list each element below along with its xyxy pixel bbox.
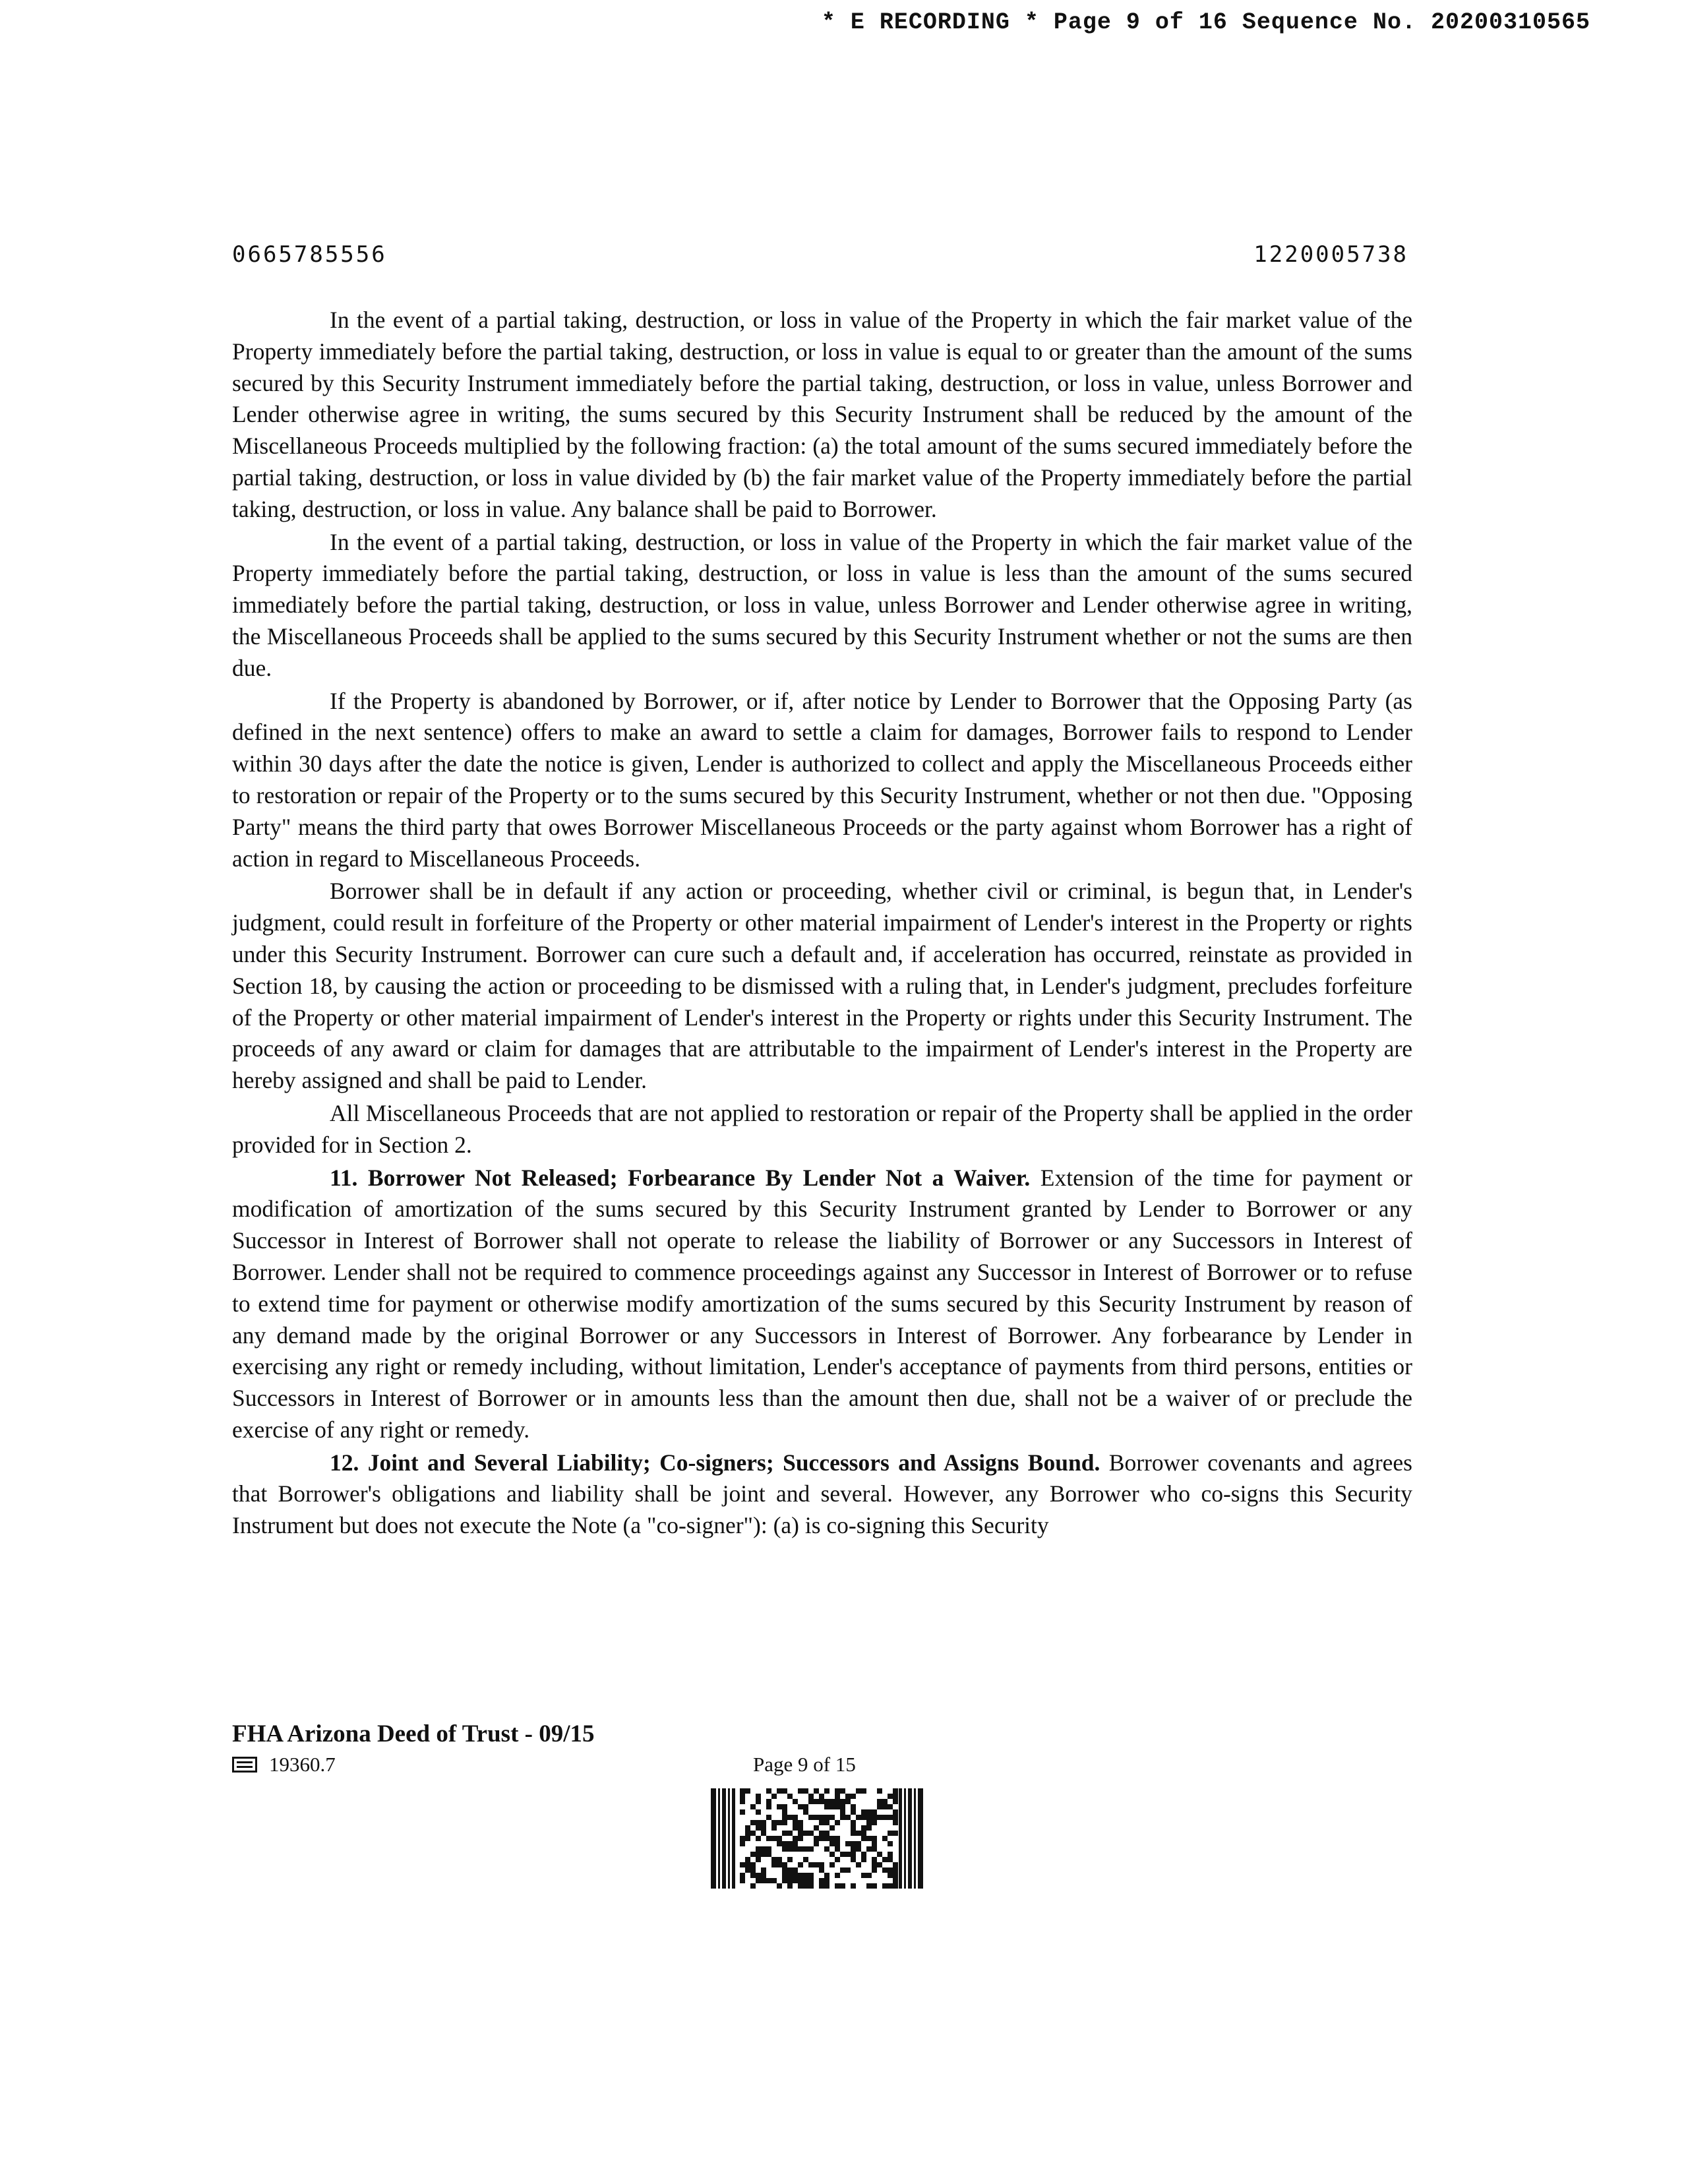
page-number: Page 9 of 15 [753,1753,856,1776]
section-12: 12. Joint and Several Liability; Co-signers; Successors and Assigns Bound. Borrower covenants and agrees that Borrower's obligations and liability shall be joint and several. However, any Borrower who co-signs this Security Instrument but does not execute the Note (a "co-signer"): (a) is co-signing this Security [232,1449,1412,1539]
section-12-title: 12. Joint and Several Liability; Co-signers; Successors and Assigns Bound. [330,1449,1100,1476]
paragraph-partial-taking-equal: In the event of a partial taking, destruction, or loss in value of the Property in which the fair market value of the Property immediately before the partial taking, destruction, or loss in value is equal to or greater than the amount of the sums secured by this Security Instrument immediately before the partial taking, destruction, or loss in value, unless Borrower and Lender otherwise agree in writing, the sums secured by this Security Instrument shall be reduced by the amount of the Miscellaneous Proceeds multiplied by the following fraction: (a) the total amount of the sums secured immediately before the partial taking, destruction, or loss in value divided by (b) the fair market value of the Property immediately before the partial taking, destruction, or loss in value. Any balance shall be paid to Borrower. [232,307,1412,522]
paragraph-default-proceeding: Borrower shall be in default if any action or proceeding, whether civil or criminal, is begun that, in Lender's judgment, could result in forfeiture of the Property or other material impairment of Lender's interest in the Property or rights under this Security Instrument. Borrower can cure such a default and, if acceleration has occurred, reinstate as provided in Section 18, by causing the action or proceeding to be dismissed with a ruling that, in Lender's judgment, precludes forfeiture of the Property or other material impairment of Lender's interest in the Property or rights under this Security Instrument. The proceeds of any award or claim for damages that are attributable to the impairment of Lender's interest in the Property are hereby assigned and shall be paid to Lender. [232,878,1412,1094]
section-11-title: 11. Borrower Not Released; Forbearance By Lender Not a Waiver. [330,1164,1031,1191]
section-11: 11. Borrower Not Released; Forbearance By Lender Not a Waiver. Extension of the time for payment or modification of amortization of the sums secured by this Security Instrument granted by Lender to Borrower or any Successor in Interest of Borrower shall not operate to release the liability of Borrower or any Successors in Interest of Borrower. Lender shall not be required to commence proceedings against any Successor in Interest of Borrower or to refuse to extend time for payment or otherwise modify amortization of the sums secured by this Security Instrument by reason of any demand made by the original Borrower or any Successors in Interest of Borrower. Any forbearance by Lender in exercising any right or remedy including, without limitation, Lender's acceptance of payments from third persons, entities or Successors in Interest of Borrower or in amounts less than the amount then due, shall not be a waiver of or preclude the exercise of any right or remedy. [232,1164,1412,1443]
loan-number-right: 1220005738 [1253,241,1408,268]
paragraph-partial-taking-less: In the event of a partial taking, destruction, or loss in value of the Property in which the fair market value of the Property immediately before the partial taking, destruction, or loss in value is less than the amount of the sums secured immediately before the partial taking, destruction, or loss in value, unless Borrower and Lender otherwise agree in writing, the Miscellaneous Proceeds shall be applied to the sums secured by this Security Instrument whether or not the sums are then due. [232,528,1412,681]
paragraph-misc-proceeds: All Miscellaneous Proceeds that are not applied to restoration or repair of the Property shall be applied in the order provided for in Section 2. [232,1099,1412,1158]
form-code-number: 19360.7 [269,1753,336,1776]
barcode-icon [711,1788,923,1889]
form-title: FHA Arizona Deed of Trust - 09/15 [232,1720,595,1747]
loan-number-left: 0665785556 [232,241,387,268]
ex-logo-icon [232,1757,257,1773]
document-body [232,305,1412,1543]
recording-header: * E RECORDING * Page 9 of 16 Sequence No. 20200310565 [821,9,1590,36]
form-code [232,1753,336,1776]
paragraph-abandoned-property: If the Property is abandoned by Borrower, or if, after notice by Lender to Borrower that the Opposing Party (as defined in the next sentence) offers to make an award to settle a claim for damages, Borrower fails to respond to Lender within 30 days after the date the notice is given, Lender is authorized to collect and apply the Miscellaneous Proceeds either to restoration or repair of the Property or to the sums secured by this Security Instrument, whether or not then due. "Opposing Party" means the third party that owes Borrower Miscellaneous Proceeds or the party against whom Borrower has a right of action in regard to Miscellaneous Proceeds. [232,687,1412,872]
